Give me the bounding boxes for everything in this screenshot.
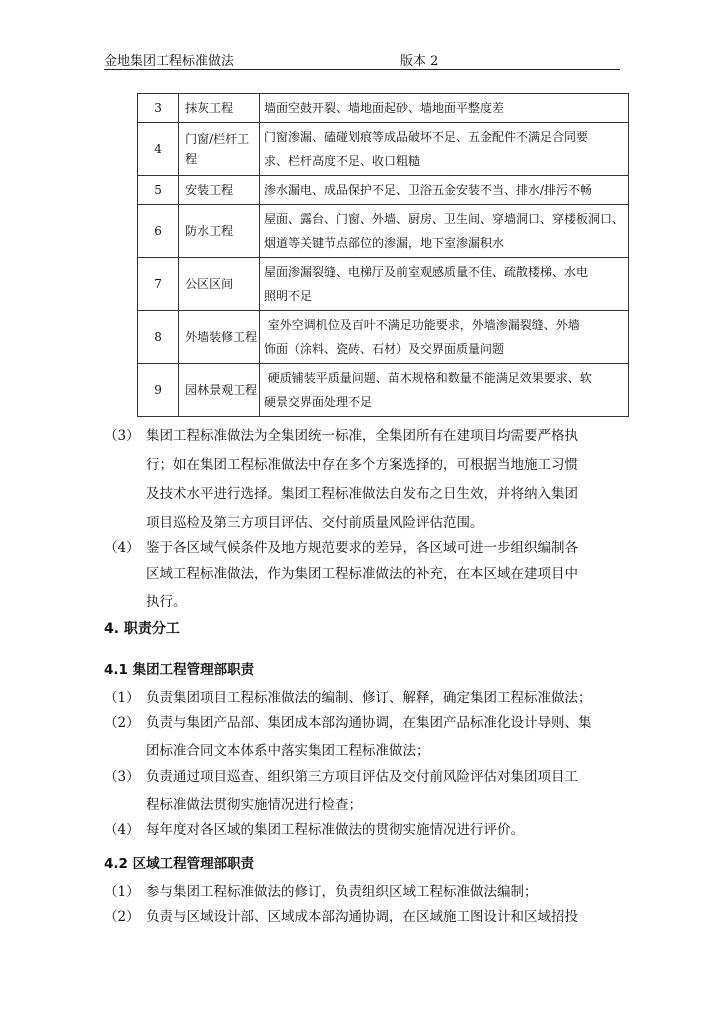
s41-item-1-line-1: 负责集团项目工程标准做法的编制、修订、解释，确定集团工程标准做法；	[146, 690, 592, 706]
row-number: 4	[138, 123, 179, 176]
s41-item-3-line-2: 程标准做法贯彻实施情况进行检查；	[146, 797, 362, 813]
row-category: 园林景观工程	[179, 364, 260, 417]
s42-item-2-marker: （2）	[104, 909, 140, 925]
document-version: 版本 2	[400, 54, 439, 69]
row-number: 3	[138, 94, 179, 123]
row-description-line: 照明不足	[263, 289, 312, 303]
row-number: 8	[138, 311, 179, 364]
s41-item-3-marker: （3）	[104, 769, 140, 785]
s42-item-1-line-1: 参与集团工程标准做法的修订，负责组织区域工程标准做法编制；	[146, 884, 538, 900]
document-title: 金地集团工程标准做法	[104, 54, 235, 69]
row-description-line: 门窗渗漏、磕碰划痕等成品破坏不足、五金配件不满足合同要	[263, 130, 588, 144]
row-description-line: 硬景交界面处理不足	[263, 395, 372, 409]
row-category: 安装工程	[179, 176, 260, 205]
section-4-2-heading: 4.2 区域工程管理部职责	[104, 856, 255, 872]
paragraph-3-line-1: 集团工程标准做法为全集团统一标准，全集团所有在建项目均需要严格执	[146, 428, 578, 444]
row-number: 6	[138, 205, 179, 258]
row-description-line: 屋面渗漏裂缝、电梯厅及前室观感质量不佳、疏散楼梯、水电	[263, 265, 588, 279]
s42-item-2-line-1: 负责与区域设计部、区域成本部沟通协调，在区域施工图设计和区域招投	[146, 909, 578, 925]
page-body	[104, 0, 624, 1024]
paragraph-4-line-2: 区域工程标准做法，作为集团工程标准做法的补充，在本区域在建项目中	[146, 566, 578, 582]
row-category: 公区区间	[179, 258, 260, 311]
s41-item-2-marker: （2）	[104, 715, 140, 731]
paragraph-4-marker: （4）	[104, 540, 140, 556]
s42-item-1-marker: （1）	[104, 884, 140, 900]
paragraph-3-line-3: 及技术水平进行选择。集团工程标准做法自发布之日生效，并将纳入集团	[146, 486, 578, 502]
s41-item-1-marker: （1）	[104, 690, 140, 706]
s41-item-4-line-1: 每年度对各区域的集团工程标准做法的贯彻实施情况进行评价。	[146, 822, 524, 838]
row-category: 防水工程	[179, 205, 260, 258]
paragraph-3-line-2: 行；如在集团工程标准做法中存在多个方案选择的，可根据当地施工习惯	[146, 457, 578, 473]
row-description-line: 墙面空鼓开裂、墙地面起砂、墙地面平整度差	[263, 101, 504, 115]
row-description-line: 烟道等关键节点部位的渗漏，地下室渗漏积水	[263, 236, 504, 250]
row-description-line: 求、栏杆高度不足、收口粗糙	[263, 154, 420, 168]
section-4-1-heading: 4.1 集团工程管理部职责	[104, 662, 255, 678]
row-description-line: 室外空调机位及百叶不满足功能要求，外墙渗漏裂缝、外墙	[263, 318, 580, 332]
paragraph-4-line-1: 鉴于各区域气候条件及地方规范要求的差异，各区域可进一步组织编制各	[146, 540, 578, 556]
row-number: 7	[138, 258, 179, 311]
paragraph-4-line-3: 执行。	[146, 594, 187, 610]
row-number: 9	[138, 364, 179, 417]
row-description-line: 渗水漏电、成品保护不足、卫浴五金安装不当、排水/排污不畅	[263, 183, 593, 197]
row-category: 抹灰工程	[179, 94, 260, 123]
row-number: 5	[138, 176, 179, 205]
row-description-line: 饰面（涂料、瓷砖、石材）及交界面质量问题	[263, 342, 504, 356]
s41-item-4-marker: （4）	[104, 822, 140, 838]
section-4-heading: 4. 职责分工	[104, 621, 180, 637]
s41-item-2-line-2: 团标准合同文本体系中落实集团工程标准做法；	[146, 743, 430, 759]
s41-item-3-line-1: 负责通过项目巡查、组织第三方项目评估及交付前风险评估对集团项目工	[146, 769, 578, 785]
row-description-line: 硬质铺装平质量问题、苗木规格和数量不能满足效果要求、软	[263, 371, 592, 385]
row-category: 外墙装修工程	[179, 311, 260, 364]
row-description-line: 屋面、露台、门窗、外墙、厨房、卫生间、穿墙洞口、穿楼板洞口、	[263, 212, 624, 226]
paragraph-3-line-4: 项目巡检及第三方项目评估、交付前质量风险评估范围。	[146, 515, 484, 531]
s41-item-2-line-1: 负责与集团产品部、集团成本部沟通协调，在集团产品标准化设计导则、集	[146, 715, 592, 731]
paragraph-3-marker: （3）	[104, 428, 140, 444]
row-category: 门窗/栏杆工程	[179, 123, 260, 176]
